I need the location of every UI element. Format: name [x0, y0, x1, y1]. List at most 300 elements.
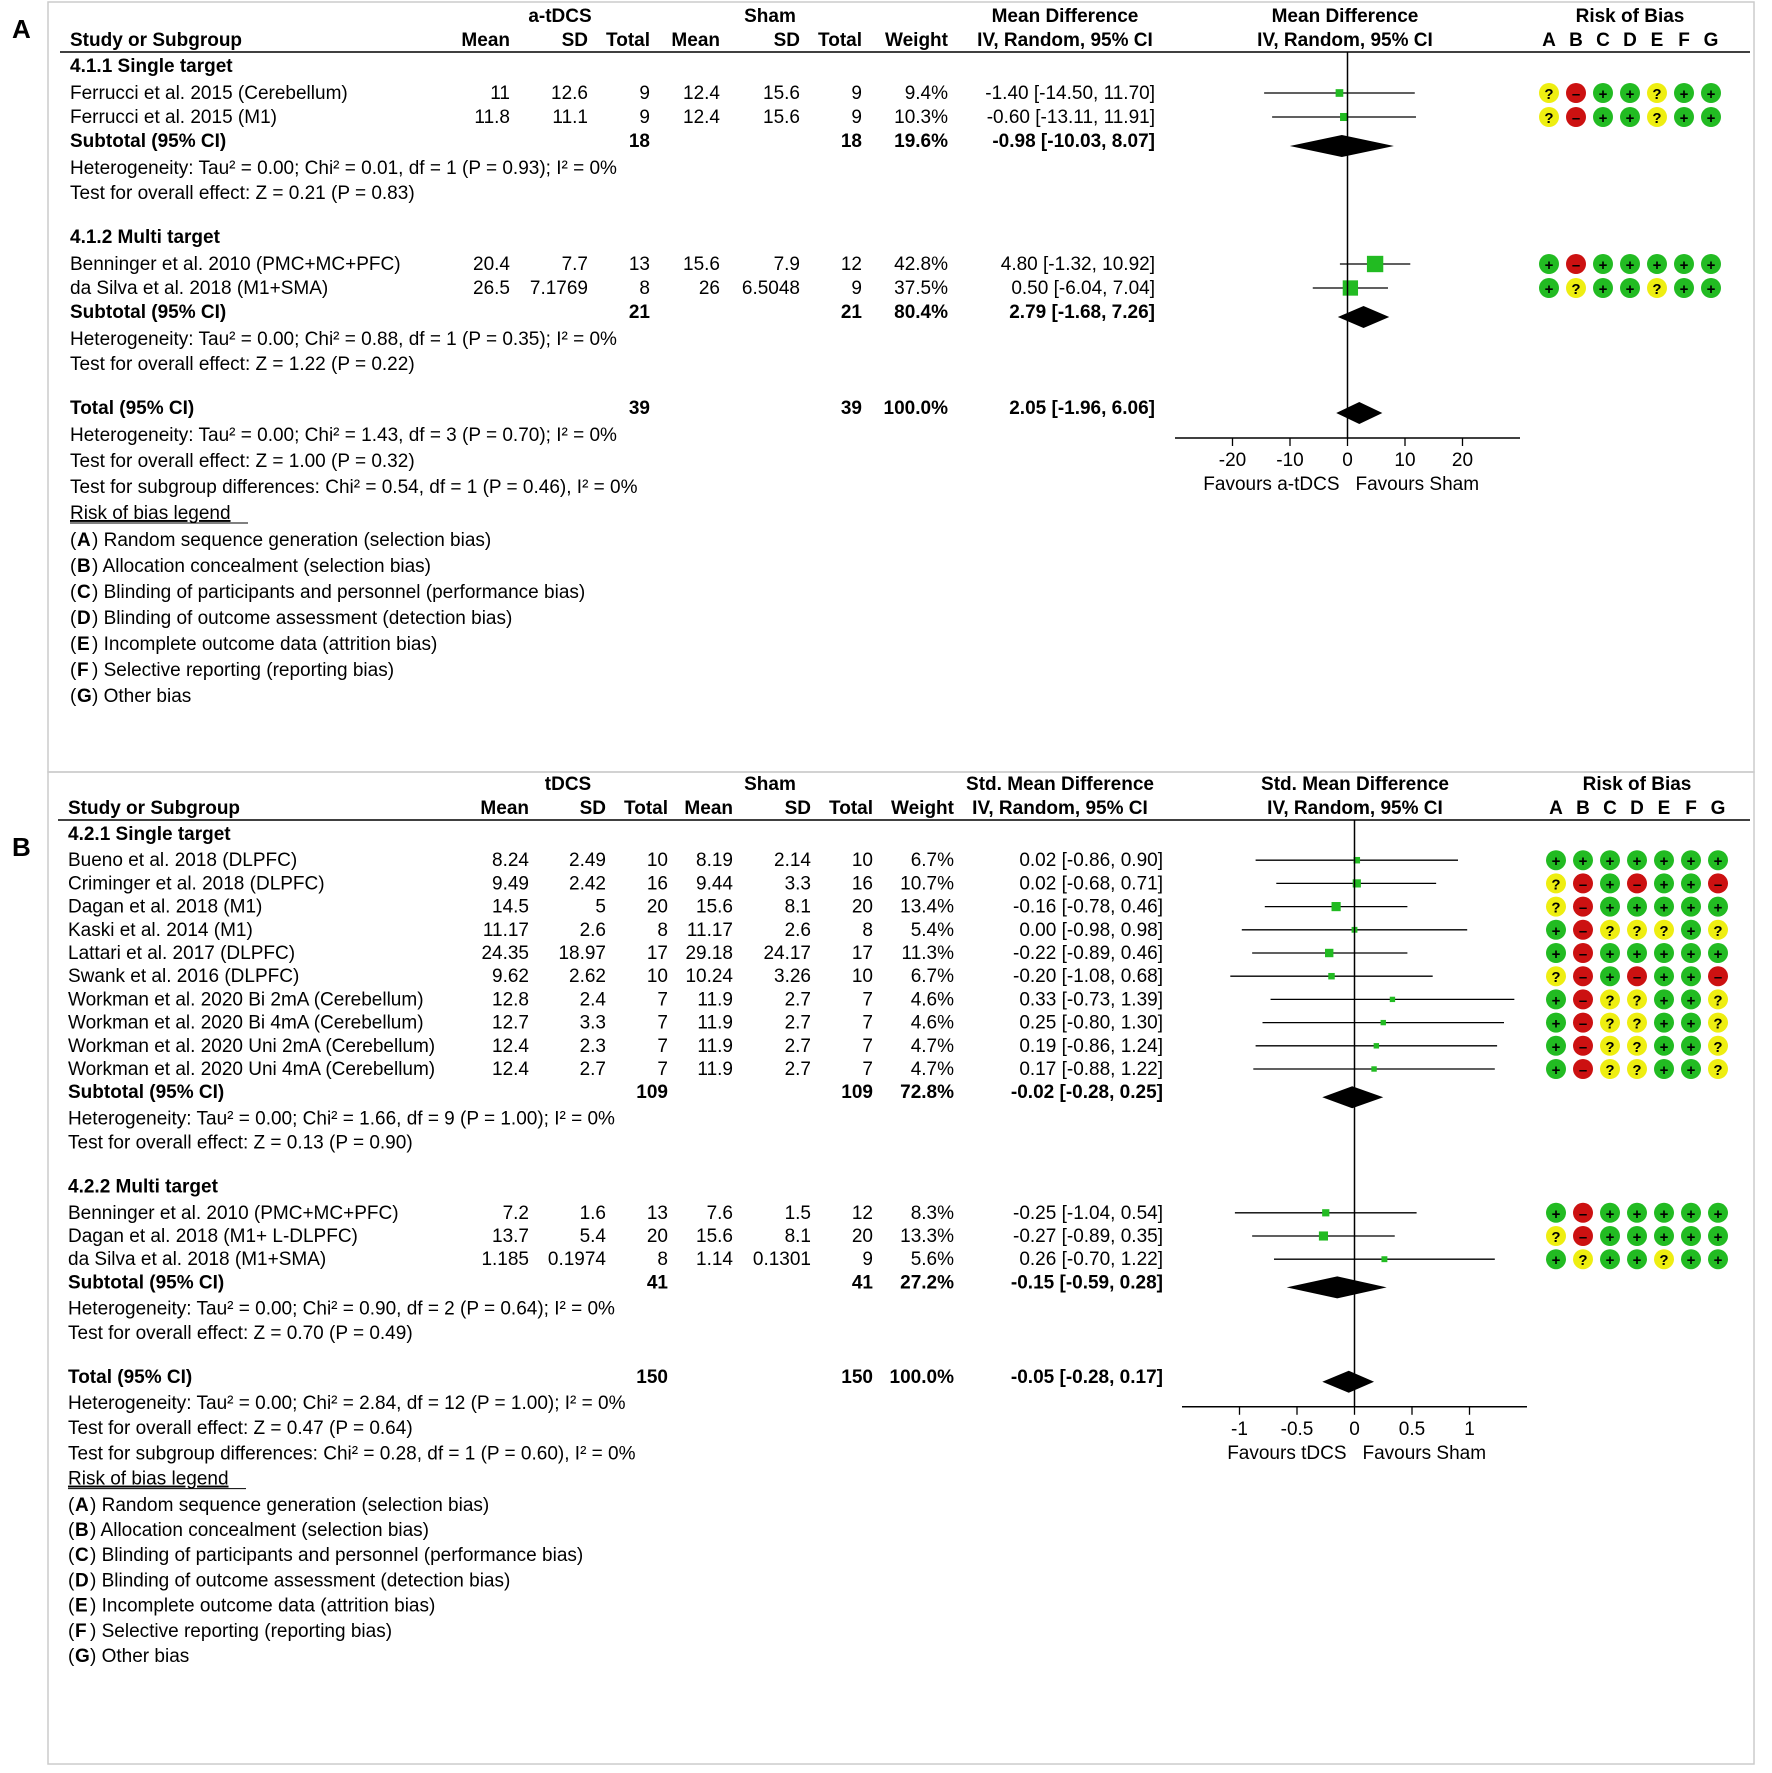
rob-symbol: ?	[1659, 1252, 1669, 1270]
experimental-mean: 7.2	[502, 1202, 529, 1224]
study-effect-ci: 0.50 [-6.04, 7.04]	[1011, 278, 1155, 299]
study-effect-ci: -0.22 [-0.89, 0.46]	[1013, 943, 1163, 964]
total-control-n: 39	[840, 398, 862, 419]
rob-symbol: +	[1659, 1038, 1669, 1056]
panel-label: A	[12, 14, 31, 44]
total-experimental-n: 150	[636, 1366, 668, 1388]
x-tick-label: 10	[1394, 450, 1416, 471]
subtotal-weight: 19.6%	[894, 131, 948, 152]
point-estimate-marker	[1374, 1043, 1379, 1048]
experimental-sd: 2.42	[569, 873, 606, 895]
rob-letter-d: D	[1623, 30, 1637, 51]
rob-letter-a: A	[1549, 798, 1563, 819]
control-sd: 8.1	[784, 896, 811, 918]
legend-letter: D	[75, 1570, 89, 1592]
experimental-mean-header: Mean	[480, 798, 529, 819]
control-sd: 7.9	[773, 254, 800, 275]
study-effect-ci: -0.27 [-0.89, 0.35]	[1013, 1226, 1163, 1247]
rob-symbol: +	[1686, 1252, 1696, 1270]
rob-symbol: +	[1632, 946, 1642, 963]
experimental-mean: 11.8	[474, 107, 510, 128]
study-weight: 5.4%	[910, 919, 954, 941]
rob-symbol: ?	[1605, 1062, 1615, 1079]
x-tick-label: -10	[1276, 450, 1304, 471]
effect-column-title: Mean Difference	[991, 6, 1139, 27]
legend-letter: G	[77, 686, 92, 707]
legend-paren: (	[68, 1620, 75, 1642]
subtotal-experimental-total: 109	[636, 1082, 668, 1104]
control-sd: 2.7	[784, 1035, 811, 1057]
experimental-total: 7	[657, 1059, 668, 1080]
rob-letter-b: B	[1576, 798, 1590, 819]
rob-symbol: –	[1632, 969, 1642, 987]
rob-symbol: +	[1605, 876, 1615, 894]
control-group-header: Sham	[744, 6, 796, 27]
control-total: 9	[851, 83, 862, 104]
study-name: Kaski et al. 2014 (M1)	[68, 919, 253, 941]
legend-paren: (	[70, 582, 77, 603]
study-effect-ci: 0.19 [-0.86, 1.24]	[1019, 1035, 1163, 1057]
legend-text: ) Blinding of outcome assessment (detection bias)	[92, 608, 513, 629]
legend-paren: (	[68, 1520, 75, 1541]
legend-letter: A	[75, 1494, 89, 1516]
point-estimate-marker	[1332, 902, 1341, 911]
subtotal-experimental-total: 41	[646, 1272, 668, 1294]
rob-symbol: +	[1713, 1229, 1723, 1246]
rob-symbol: +	[1679, 281, 1689, 298]
rob-symbol: +	[1605, 1205, 1615, 1223]
rob-symbol: +	[1659, 1062, 1669, 1079]
subtotal-weight: 72.8%	[900, 1082, 954, 1104]
experimental-mean: 8.24	[492, 850, 529, 872]
study-weight: 6.7%	[910, 966, 954, 988]
point-estimate-marker	[1343, 280, 1358, 295]
rob-symbol: –	[1578, 1205, 1588, 1223]
control-mean: 11.9	[697, 1059, 733, 1080]
rob-symbol: +	[1625, 110, 1635, 127]
subtotal-weight: 80.4%	[894, 302, 948, 323]
risk-of-bias-legend-title: Risk of bias legend	[68, 1468, 229, 1490]
rob-symbol: ?	[1578, 1252, 1588, 1270]
subtotal-diamond	[1338, 306, 1389, 328]
control-sd: 15.6	[763, 107, 800, 128]
control-total: 7	[862, 989, 873, 1011]
rob-symbol: +	[1713, 1205, 1723, 1223]
point-estimate-marker	[1381, 1256, 1387, 1262]
total-control-n: 150	[841, 1366, 873, 1388]
legend-text: ) Random sequence generation (selection bias)	[90, 1494, 490, 1516]
legend-text: ) Incomplete outcome data (attrition bias)	[90, 1595, 436, 1617]
rob-symbol: +	[1686, 1205, 1696, 1223]
effect-method-header: IV, Random, 95% CI	[972, 798, 1148, 819]
rob-symbol: +	[1632, 1205, 1642, 1223]
experimental-total: 17	[646, 943, 668, 964]
rob-symbol: –	[1713, 876, 1723, 894]
experimental-sd: 2.6	[579, 919, 606, 941]
rob-symbol: +	[1706, 257, 1716, 274]
study-name: Workman et al. 2020 Uni 2mA (Cerebellum)	[68, 1035, 436, 1057]
subtotal-effect-ci: -0.02 [-0.28, 0.25]	[1010, 1082, 1163, 1104]
legend-letter: C	[77, 582, 91, 603]
subtotal-weight: 27.2%	[900, 1272, 954, 1294]
experimental-total: 9	[639, 107, 650, 128]
study-name: Dagan et al. 2018 (M1)	[68, 896, 263, 918]
rob-symbol: –	[1578, 1015, 1588, 1033]
rob-letter-c: C	[1596, 30, 1610, 51]
plot-column-title: Std. Mean Difference	[1261, 774, 1449, 795]
rob-symbol: –	[1578, 1062, 1588, 1079]
overall-statistic-line: Test for overall effect: Z = 0.47 (P = 0.64)	[68, 1418, 413, 1440]
study-name: Ferrucci et al. 2015 (Cerebellum)	[70, 83, 348, 104]
control-sd: 2.6	[784, 919, 811, 941]
subtotal-experimental-total: 21	[628, 302, 650, 323]
x-tick-label: 20	[1451, 450, 1474, 471]
favours-right-label: Favours Sham	[1355, 474, 1480, 495]
study-name: Benninger et al. 2010 (PMC+MC+PFC)	[70, 254, 401, 275]
control-sd: 2.7	[784, 989, 811, 1011]
rob-symbol: +	[1686, 922, 1696, 940]
control-total: 12	[851, 1202, 873, 1224]
control-sd: 1.5	[784, 1202, 811, 1224]
legend-text: ) Selective reporting (reporting bias)	[92, 660, 395, 681]
control-total: 10	[851, 850, 873, 872]
experimental-sd: 12.6	[551, 83, 588, 104]
panel-label: B	[12, 832, 31, 862]
control-mean: 1.14	[696, 1249, 733, 1271]
rob-symbol: ?	[1605, 1038, 1615, 1056]
subtotal-diamond	[1290, 135, 1394, 157]
subgroup-overall-effect: Test for overall effect: Z = 0.70 (P = 0.49)	[68, 1322, 413, 1344]
point-estimate-marker	[1381, 1020, 1386, 1025]
experimental-mean: 26.5	[473, 278, 510, 299]
total-label: Total (95% CI)	[68, 1366, 193, 1388]
weight-header: Weight	[891, 798, 954, 819]
plot-column-title: Mean Difference	[1271, 6, 1419, 27]
study-effect-ci: -0.20 [-1.08, 0.68]	[1013, 966, 1163, 988]
rob-symbol: +	[1551, 1062, 1561, 1079]
rob-symbol: +	[1706, 281, 1716, 298]
control-total: 9	[851, 278, 862, 299]
control-total: 20	[851, 896, 873, 918]
rob-symbol: –	[1713, 969, 1723, 987]
effect-method-header: IV, Random, 95% CI	[977, 30, 1153, 51]
control-total: 9	[862, 1249, 873, 1271]
study-weight: 6.7%	[910, 850, 954, 872]
experimental-total: 8	[657, 919, 668, 941]
rob-symbol: –	[1578, 1038, 1588, 1056]
rob-symbol: +	[1659, 1205, 1669, 1223]
subtotal-control-total: 41	[851, 1272, 873, 1294]
rob-symbol: +	[1625, 257, 1635, 274]
point-estimate-marker	[1371, 1066, 1376, 1071]
total-experimental-n: 39	[628, 398, 650, 419]
control-mean: 7.6	[706, 1202, 733, 1224]
control-mean-header: Mean	[671, 30, 720, 51]
legend-paren: (	[68, 1494, 75, 1516]
rob-symbol: +	[1598, 86, 1608, 103]
study-weight: 11.3%	[901, 943, 954, 964]
control-group-header: Sham	[744, 774, 796, 795]
rob-letter-e: E	[1657, 798, 1671, 819]
rob-symbol: +	[1632, 1229, 1642, 1246]
study-weight: 4.6%	[910, 1012, 954, 1034]
rob-symbol: +	[1686, 969, 1696, 987]
study-effect-ci: 0.26 [-0.70, 1.22]	[1019, 1249, 1163, 1271]
control-mean: 15.6	[696, 1226, 733, 1247]
control-sd: 15.6	[763, 83, 800, 104]
experimental-sd: 2.7	[579, 1059, 606, 1080]
rob-symbol: ?	[1632, 1038, 1642, 1056]
legend-letter: G	[75, 1646, 90, 1667]
control-mean: 11.9	[697, 1012, 733, 1034]
control-sd: 24.17	[763, 943, 811, 964]
rob-letter-d: D	[1630, 798, 1644, 819]
rob-symbol: +	[1713, 946, 1723, 963]
control-total: 17	[851, 943, 873, 964]
favours-left-label: Favours a-tDCS	[1203, 474, 1340, 495]
rob-symbol: +	[1551, 992, 1561, 1010]
rob-symbol: +	[1551, 946, 1561, 963]
rob-symbol: –	[1632, 876, 1642, 894]
weight-header: Weight	[885, 30, 948, 51]
study-effect-ci: -0.16 [-0.78, 0.46]	[1013, 896, 1163, 918]
x-tick-label: -20	[1218, 450, 1247, 471]
rob-symbol: +	[1659, 992, 1669, 1010]
legend-text: ) Selective reporting (reporting bias)	[90, 1620, 393, 1642]
overall-statistic-line: Test for subgroup differences: Chi² = 0.54, df = 1 (P = 0.46), I² = 0%	[70, 477, 638, 498]
legend-letter: D	[77, 608, 91, 629]
rob-symbol: –	[1571, 257, 1581, 274]
total-effect-ci: -0.05 [-0.28, 0.17]	[1010, 1366, 1163, 1388]
control-mean: 10.24	[685, 966, 733, 988]
experimental-mean: 24.35	[481, 943, 529, 964]
rob-symbol: +	[1605, 899, 1615, 917]
experimental-sd: 0.1974	[547, 1249, 606, 1271]
rob-symbol: –	[1578, 922, 1588, 940]
study-weight: 4.7%	[910, 1059, 954, 1080]
rob-symbol: +	[1713, 899, 1723, 917]
rob-symbol: –	[1578, 992, 1588, 1010]
control-sd: 2.14	[774, 850, 811, 872]
rob-symbol: +	[1551, 853, 1561, 871]
study-effect-ci: 0.33 [-0.73, 1.39]	[1019, 989, 1163, 1011]
subtotal-label: Subtotal (95% CI)	[68, 1272, 225, 1294]
rob-symbol: –	[1571, 86, 1581, 103]
experimental-mean: 12.4	[492, 1059, 529, 1080]
panel-a	[12, 6, 1750, 707]
subgroup-overall-effect: Test for overall effect: Z = 1.22 (P = 0.22)	[70, 354, 415, 375]
rob-symbol: ?	[1632, 1015, 1642, 1033]
experimental-sd: 3.3	[579, 1012, 606, 1034]
rob-symbol: +	[1659, 853, 1669, 871]
favours-left-label: Favours tDCS	[1227, 1442, 1347, 1464]
rob-symbol: ?	[1659, 922, 1669, 940]
experimental-sd: 18.97	[558, 943, 606, 964]
rob-symbol: +	[1551, 1205, 1561, 1223]
control-mean: 8.19	[696, 850, 733, 872]
experimental-sd-header: SD	[579, 798, 606, 819]
rob-symbol: ?	[1551, 899, 1561, 917]
subtotal-control-total: 109	[841, 1082, 873, 1104]
study-weight: 42.8%	[894, 254, 948, 275]
study-weight: 8.3%	[910, 1202, 954, 1224]
rob-symbol: +	[1686, 1038, 1696, 1056]
rob-symbol: ?	[1551, 1229, 1561, 1246]
rob-symbol: +	[1686, 1229, 1696, 1246]
legend-paren: (	[70, 634, 77, 655]
rob-symbol: +	[1659, 946, 1669, 963]
rob-symbol: +	[1598, 110, 1608, 127]
legend-paren: (	[68, 1646, 75, 1667]
rob-symbol: +	[1713, 853, 1723, 871]
legend-text: ) Blinding of outcome assessment (detection bias)	[90, 1570, 511, 1592]
experimental-total: 8	[657, 1249, 668, 1271]
control-total: 7	[862, 1059, 873, 1080]
rob-symbol: ?	[1605, 1015, 1615, 1033]
rob-symbol: +	[1686, 1062, 1696, 1079]
subgroup-heterogeneity: Heterogeneity: Tau² = 0.00; Chi² = 1.66, df = 9 (P = 1.00); I² = 0%	[68, 1108, 615, 1130]
legend-letter: E	[75, 1595, 88, 1617]
total-effect-ci: 2.05 [-1.96, 6.06]	[1009, 398, 1155, 419]
control-mean: 12.4	[683, 107, 720, 128]
study-name: Workman et al. 2020 Bi 2mA (Cerebellum)	[68, 989, 424, 1011]
overall-statistic-line: Test for subgroup differences: Chi² = 0.28, df = 1 (P = 0.60), I² = 0%	[68, 1443, 636, 1465]
experimental-group-header: tDCS	[544, 774, 592, 795]
experimental-mean: 12.4	[492, 1035, 529, 1057]
rob-symbol: ?	[1713, 992, 1723, 1010]
rob-symbol: +	[1652, 257, 1662, 274]
rob-symbol: ?	[1605, 992, 1615, 1010]
rob-symbol: –	[1578, 946, 1588, 963]
rob-letter-a: A	[1542, 30, 1556, 51]
point-estimate-marker	[1390, 997, 1395, 1002]
control-sd: 2.7	[784, 1012, 811, 1034]
experimental-mean: 20.4	[473, 254, 510, 275]
study-effect-ci: 0.17 [-0.88, 1.22]	[1019, 1059, 1163, 1080]
subtotal-label: Subtotal (95% CI)	[70, 302, 227, 323]
legend-text: ) Blinding of participants and personnel (performance bias)	[92, 582, 586, 603]
control-total: 9	[851, 107, 862, 128]
study-weight: 37.5%	[894, 278, 948, 299]
study-name: Bueno et al. 2018 (DLPFC)	[68, 850, 298, 872]
rob-symbol: +	[1605, 853, 1615, 871]
rob-symbol: +	[1659, 1015, 1669, 1033]
rob-letter-g: G	[1703, 30, 1719, 51]
risk-of-bias-legend-title: Risk of bias legend	[70, 503, 231, 524]
x-tick-label: 0.5	[1398, 1418, 1426, 1440]
control-sd: 3.26	[774, 966, 811, 988]
rob-symbol: ?	[1632, 1062, 1642, 1079]
control-total-header: Total	[829, 798, 873, 819]
point-estimate-marker	[1336, 89, 1344, 97]
x-tick-label: 0	[1349, 1418, 1360, 1440]
rob-symbol: –	[1578, 876, 1588, 894]
total-diamond	[1336, 402, 1382, 424]
experimental-mean: 13.7	[492, 1226, 529, 1247]
legend-paren: (	[68, 1545, 75, 1567]
control-sd: 8.1	[784, 1226, 811, 1247]
study-effect-ci: -0.25 [-1.04, 0.54]	[1013, 1202, 1163, 1224]
rob-symbol: +	[1551, 1252, 1561, 1270]
study-name: da Silva et al. 2018 (M1+SMA)	[70, 278, 329, 299]
subtotal-effect-ci: -0.15 [-0.59, 0.28]	[1010, 1272, 1163, 1294]
rob-symbol: +	[1686, 992, 1696, 1010]
subgroup-heterogeneity: Heterogeneity: Tau² = 0.00; Chi² = 0.90, df = 2 (P = 0.64); I² = 0%	[68, 1298, 615, 1320]
control-mean-header: Mean	[684, 798, 733, 819]
total-weight: 100.0%	[883, 398, 948, 419]
experimental-total: 16	[646, 873, 668, 895]
rob-symbol: +	[1686, 946, 1696, 963]
legend-text: ) Blinding of participants and personnel (performance bias)	[90, 1545, 584, 1567]
overall-statistic-line: Heterogeneity: Tau² = 0.00; Chi² = 2.84, df = 12 (P = 1.00); I² = 0%	[68, 1393, 626, 1414]
rob-symbol: +	[1605, 1229, 1615, 1246]
experimental-mean: 9.62	[492, 966, 529, 988]
rob-symbol: +	[1625, 86, 1635, 103]
rob-symbol: ?	[1713, 1038, 1723, 1056]
rob-symbol: +	[1598, 257, 1608, 274]
experimental-total: 20	[646, 896, 668, 918]
experimental-mean: 12.7	[492, 1012, 529, 1034]
experimental-sd: 7.7	[561, 254, 588, 275]
experimental-total-header: Total	[624, 798, 668, 819]
legend-paren: (	[70, 608, 77, 629]
legend-letter: F	[77, 660, 89, 681]
x-tick-label: -1	[1231, 1418, 1248, 1440]
rob-symbol: +	[1605, 969, 1615, 987]
rob-letter-g: G	[1710, 798, 1726, 819]
experimental-sd: 5	[595, 896, 606, 918]
control-mean: 11.9	[697, 1035, 733, 1057]
control-mean: 12.4	[683, 83, 720, 104]
rob-symbol: ?	[1713, 1015, 1723, 1033]
subgroup-overall-effect: Test for overall effect: Z = 0.13 (P = 0.90)	[68, 1132, 413, 1154]
subtotal-diamond	[1322, 1086, 1383, 1108]
total-diamond	[1322, 1371, 1374, 1393]
subtotal-diamond	[1287, 1276, 1387, 1298]
experimental-total: 9	[639, 83, 650, 104]
experimental-mean: 1.185	[481, 1249, 529, 1271]
control-total: 12	[840, 254, 862, 275]
study-effect-ci: -0.60 [-13.11, 11.91]	[986, 107, 1155, 128]
rob-symbol: +	[1605, 946, 1615, 963]
rob-symbol: +	[1686, 853, 1696, 871]
experimental-sd: 2.3	[579, 1035, 606, 1057]
total-label: Total (95% CI)	[70, 398, 195, 419]
control-mean: 15.6	[683, 254, 720, 275]
control-sd: 3.3	[784, 873, 811, 895]
subgroup-overall-effect: Test for overall effect: Z = 0.21 (P = 0.83)	[70, 183, 415, 204]
rob-symbol: ?	[1605, 922, 1615, 940]
control-total: 10	[851, 966, 873, 988]
study-name: da Silva et al. 2018 (M1+SMA)	[68, 1249, 327, 1271]
legend-paren: (	[70, 530, 77, 551]
rob-symbol: +	[1598, 281, 1608, 298]
rob-symbol: ?	[1652, 110, 1662, 127]
point-estimate-marker	[1325, 949, 1333, 957]
experimental-group-header: a-tDCS	[528, 6, 592, 27]
legend-text: ) Other bias	[90, 1646, 190, 1667]
legend-paren: (	[70, 660, 77, 681]
rob-symbol: ?	[1551, 876, 1561, 894]
experimental-sd: 2.4	[579, 989, 606, 1011]
rob-symbol: +	[1632, 899, 1642, 917]
legend-letter: E	[77, 634, 90, 655]
control-total: 7	[862, 1012, 873, 1034]
rob-symbol: +	[1659, 969, 1669, 987]
rob-symbol: –	[1578, 969, 1588, 987]
study-name: Swank et al. 2016 (DLPFC)	[68, 966, 300, 988]
control-total: 7	[862, 1035, 873, 1057]
